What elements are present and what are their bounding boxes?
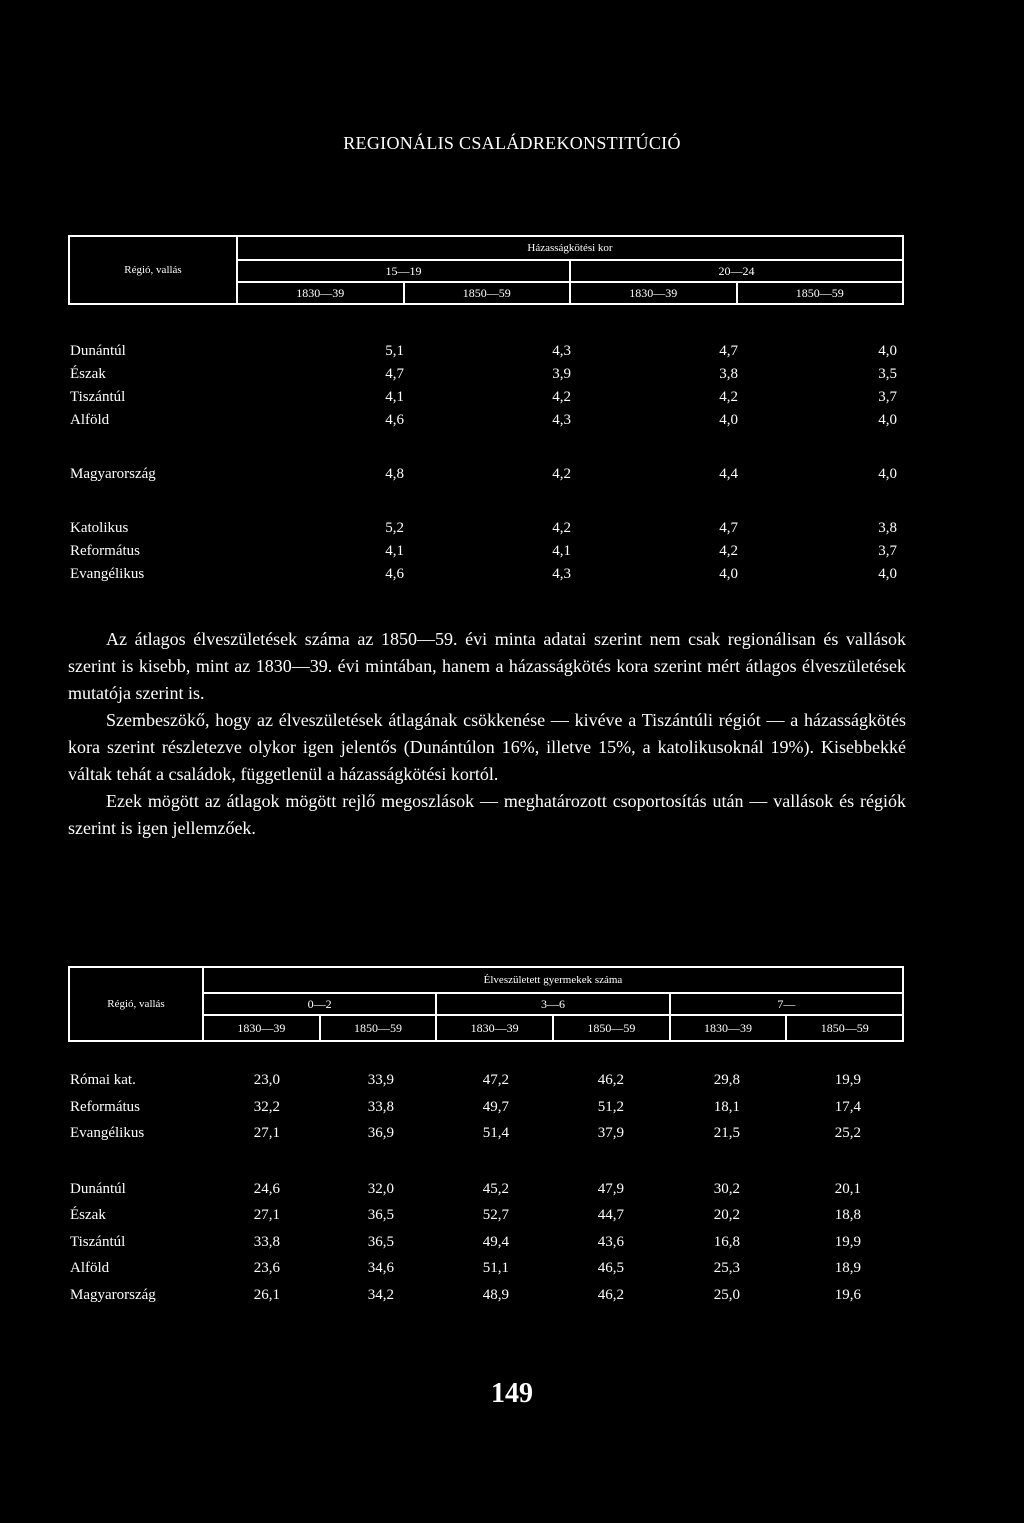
cell: 19,9 — [834, 1233, 861, 1250]
table1-age-group: 15—19 — [385, 263, 422, 278]
table-row — [70, 340, 910, 363]
cell: 25,3 — [713, 1260, 740, 1276]
paragraph: Az átlagos élveszületések száma az 1850—59. évi minta adatai szerint nem csak regionálisan és vallások szerint is kisebb, mint az 1830—39. évi mintában, hanem a házasságkötés kora szerint mért átlagos élveszületések mutatója szerint is. — [68, 629, 906, 703]
cell: 43,6 — [597, 1233, 624, 1250]
row-label: Római kat. — [70, 1072, 136, 1088]
cell: 4,1 — [385, 389, 404, 405]
cell: 47,2 — [482, 1072, 509, 1088]
cell: 4,0 — [878, 566, 897, 582]
table2-group-label: Élveszületett gyermekek száma — [204, 968, 902, 994]
table2-count-group: 0—2 — [307, 996, 332, 1011]
table-row — [70, 1202, 910, 1229]
table-row — [70, 463, 910, 486]
table2-period: 1850—59 — [785, 1016, 902, 1040]
cell: 51,4 — [482, 1125, 509, 1141]
table-row — [70, 517, 910, 540]
paragraph: Ezek mögött az átlagok mögött rejlő megoszlások — meghatározott csoportosítás után — vallások és régiók szerint is igen jellemzőek. — [68, 791, 906, 838]
row-label: Tiszántúl — [70, 389, 126, 405]
cell: 4,7 — [719, 520, 738, 536]
cell: 34,6 — [367, 1260, 394, 1276]
cell: 4,4 — [719, 466, 738, 482]
row-label: Alföld — [70, 412, 110, 428]
cell: 29,8 — [713, 1072, 740, 1088]
table1-stub-label: Régió, vallás — [70, 237, 238, 303]
cell: 36,5 — [367, 1233, 394, 1250]
cell: 33,9 — [367, 1072, 394, 1088]
cell: 17,4 — [834, 1098, 861, 1115]
cell: 4,1 — [385, 543, 404, 559]
table-row — [70, 409, 910, 432]
cell: 3,8 — [719, 366, 738, 382]
cell: 5,2 — [385, 520, 404, 536]
row-label: Evangélikus — [70, 1125, 145, 1141]
row-label: Magyarország — [70, 1286, 156, 1303]
cell: 25,2 — [834, 1125, 861, 1141]
cell: 20,2 — [713, 1207, 740, 1223]
cell: 30,2 — [713, 1180, 740, 1197]
cell: 4,0 — [719, 566, 738, 582]
cell: 51,1 — [482, 1260, 509, 1276]
table1-body — [70, 340, 910, 586]
cell: 33,8 — [253, 1233, 280, 1250]
cell: 51,2 — [597, 1098, 624, 1115]
cell: 47,9 — [597, 1180, 624, 1197]
cell: 32,0 — [367, 1180, 394, 1197]
cell: 44,7 — [597, 1207, 624, 1223]
table2-periods — [204, 1016, 902, 1040]
cell: 4,3 — [552, 566, 571, 582]
cell: 4,0 — [878, 466, 897, 482]
table2-period: 1830—39 — [237, 1020, 286, 1035]
cell: 18,1 — [713, 1098, 740, 1115]
cell: 46,5 — [597, 1260, 624, 1276]
table-row — [70, 1120, 910, 1147]
cell: 27,1 — [253, 1125, 280, 1141]
cell: 4,0 — [878, 412, 897, 428]
row-label: Református — [70, 543, 140, 559]
table1-period: 1850—59 — [403, 283, 570, 303]
table1-periods — [238, 283, 902, 303]
cell: 4,2 — [552, 466, 571, 482]
cell: 4,2 — [552, 389, 571, 405]
table1-group-label: Házasságkötési kor — [238, 237, 902, 261]
table2-period: 1850—59 — [552, 1016, 669, 1040]
table2-count-groups — [204, 994, 902, 1016]
table2-period: 1850—59 — [319, 1016, 436, 1040]
cell: 23,0 — [253, 1072, 280, 1088]
row-label: Észak — [70, 1207, 106, 1223]
table2-header — [68, 966, 904, 1042]
cell: 4,3 — [552, 343, 571, 359]
row-label: Református — [70, 1098, 140, 1115]
table1-age-groups — [238, 261, 902, 283]
table-row — [70, 363, 910, 386]
page-header: REGIONÁLIS CSALÁDREKONSTITÚCIÓ — [343, 133, 681, 153]
cell: 21,5 — [713, 1125, 740, 1141]
cell: 36,9 — [367, 1125, 394, 1141]
cell: 4,1 — [552, 543, 571, 559]
cell: 26,1 — [253, 1286, 280, 1303]
row-label: Dunántúl — [70, 1180, 126, 1197]
cell: 20,1 — [834, 1180, 861, 1197]
table2-period: 1830—39 — [435, 1016, 552, 1040]
cell: 3,8 — [878, 520, 897, 536]
row-label: Katolikus — [70, 520, 129, 536]
cell: 4,0 — [719, 412, 738, 428]
cell: 4,7 — [719, 343, 738, 359]
cell: 19,6 — [834, 1286, 861, 1303]
cell: 49,7 — [482, 1098, 509, 1115]
table1-age-group: 20—24 — [569, 261, 902, 281]
cell: 4,3 — [552, 412, 571, 428]
row-label: Dunántúl — [70, 343, 126, 359]
table-row — [70, 1282, 910, 1309]
table2-stub-label: Régió, vallás — [70, 968, 204, 1040]
cell: 4,7 — [385, 366, 404, 382]
cell: 4,0 — [878, 343, 897, 359]
cell: 3,5 — [878, 366, 897, 382]
cell: 23,6 — [253, 1260, 280, 1276]
cell: 24,6 — [253, 1180, 280, 1197]
row-label: Magyarország — [70, 466, 156, 482]
table2-count-group: 3—6 — [435, 994, 668, 1014]
cell: 4,2 — [552, 520, 571, 536]
cell: 3,9 — [552, 366, 571, 382]
paragraph: Szembeszökő, hogy az élveszületések átlagának csökkenése — kivéve a Tiszántúli régiót — a házasságkötés kora szerint részletezve olykor igen jelentős (Dunántúlon 16%, illetve 15%, a katolikusoknál 19%). Kisebbekké váltak tehát a családok, függetlenül a házasságkötési kortól. — [68, 710, 906, 784]
cell: 3,7 — [878, 389, 897, 405]
cell: 48,9 — [482, 1286, 509, 1303]
cell: 4,2 — [719, 543, 738, 559]
cell: 18,9 — [834, 1260, 861, 1276]
table-row — [70, 540, 910, 563]
table2-period: 1830—39 — [669, 1016, 786, 1040]
cell: 18,8 — [834, 1207, 861, 1223]
table-row — [70, 1067, 910, 1094]
table1-header — [68, 235, 904, 305]
cell: 33,8 — [367, 1098, 394, 1115]
cell: 4,6 — [385, 566, 404, 582]
cell: 37,9 — [597, 1125, 624, 1141]
cell: 4,2 — [719, 389, 738, 405]
cell: 36,5 — [367, 1207, 394, 1223]
cell: 3,7 — [878, 543, 897, 559]
table-row — [70, 1229, 910, 1256]
cell: 45,2 — [482, 1180, 509, 1197]
cell: 32,2 — [253, 1098, 280, 1115]
table-row — [70, 1176, 910, 1203]
table1-period: 1850—59 — [736, 283, 903, 303]
cell: 25,0 — [713, 1286, 740, 1303]
cell: 34,2 — [367, 1286, 394, 1303]
table-row — [70, 386, 910, 409]
table2-body — [70, 1067, 910, 1308]
table-row — [70, 563, 910, 586]
cell: 4,8 — [385, 466, 404, 482]
cell: 49,4 — [482, 1233, 509, 1250]
cell: 4,6 — [385, 412, 404, 428]
table2-count-group: 7— — [669, 994, 902, 1014]
row-label: Észak — [70, 366, 106, 382]
cell: 27,1 — [253, 1207, 280, 1223]
table1-period: 1830—39 — [569, 283, 736, 303]
table-row — [70, 1255, 910, 1282]
page-number: 149 — [491, 1378, 533, 1409]
cell: 46,2 — [597, 1286, 624, 1303]
row-label: Tiszántúl — [70, 1233, 126, 1250]
cell: 52,7 — [482, 1207, 509, 1223]
table1-period: 1830—39 — [296, 285, 345, 300]
cell: 5,1 — [385, 343, 404, 359]
body-text — [68, 626, 906, 842]
cell: 19,9 — [834, 1072, 861, 1088]
cell: 46,2 — [597, 1072, 624, 1088]
row-label: Evangélikus — [70, 566, 145, 582]
table-row — [70, 1094, 910, 1121]
row-label: Alföld — [70, 1260, 110, 1276]
cell: 16,8 — [713, 1233, 740, 1250]
